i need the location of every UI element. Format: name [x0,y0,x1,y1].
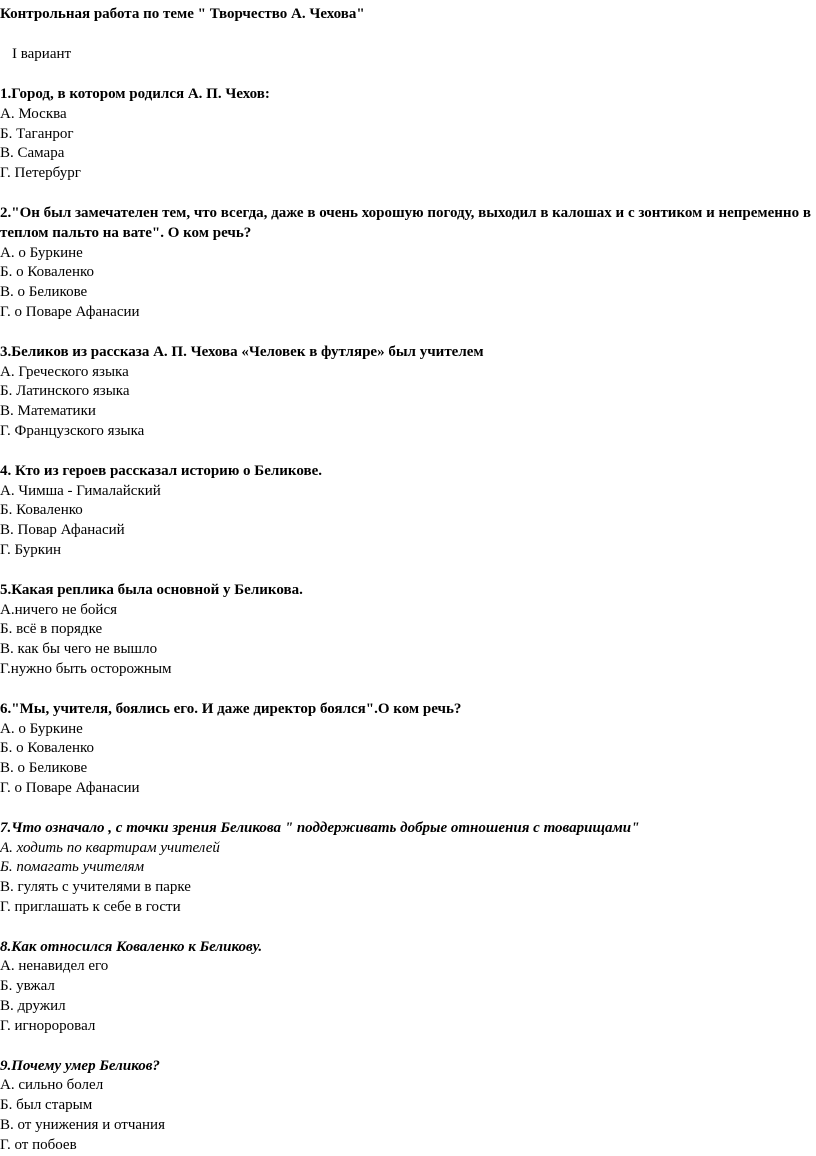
answer-option: Г. о Поваре Афанасии [0,779,140,796]
answer-option: Г. игнороровал [0,1017,96,1034]
answer-option: Б. всё в порядке [0,621,103,638]
question-8 [0,938,816,1037]
answer-option: Б. увжал [0,978,55,995]
answer-option: А. ненавидел его [0,958,109,975]
answer-option: Г. о Поваре Афанасии [0,303,140,320]
answer-option: Б. Таганрог [0,125,74,142]
answer-option: А. ходить по квартирам учителей [0,839,220,856]
question-text: 8.Как относился Коваленко к Беликову. [0,938,263,955]
answer-option: Г. Буркин [0,541,62,558]
question-3 [0,343,816,442]
answer-option: В. как бы чего не вышло [0,641,158,658]
question-5 [0,581,816,680]
answer-option: В. о Беликове [0,760,88,777]
question-6 [0,700,816,799]
answer-option: Б. помагать учителям [0,859,145,876]
question-2 [0,204,816,323]
question-text: 9.Почему умер Беликов? [0,1057,160,1074]
answer-option: Б. о Коваленко [0,264,94,281]
answer-option: А. Москва [0,105,67,122]
answer-option: Б. Коваленко [0,502,83,519]
answer-option: Б. Латинского языка [0,383,130,400]
answer-option: А.ничего не бойся [0,601,118,618]
answer-option: В. гулять с учителями в парке [0,879,191,896]
answer-option: Г. приглашать к себе в гости [0,898,181,915]
answer-option: Г.нужно быть осторожным [0,660,172,677]
answer-option: А. о Буркине [0,720,83,737]
question-4 [0,462,816,561]
answer-option: Б. был старым [0,1097,93,1114]
answer-option: В. Математики [0,403,96,420]
question-text: 6."Мы, учителя, боялись его. И даже директор боялся".О ком речь? [0,700,462,717]
answer-option: А. сильно болел [0,1077,104,1094]
question-text: 5.Какая реплика была основной у Беликова. [0,581,303,598]
answer-option: А. о Буркине [0,244,83,261]
document-content [0,5,816,1156]
question-text: 4. Кто из героев рассказал историю о Беликове. [0,462,322,479]
answer-option: А. Чимша - Гималайский [0,482,161,499]
answer-option: Г. Французского языка [0,422,145,439]
answer-option: В. от унижения и отчания [0,1117,165,1134]
question-text: 7.Что означало , с точки зрения Беликова " поддерживать добрые отношения с товарищами" [0,819,640,836]
answer-option: В. Повар Афанасий [0,522,125,539]
answer-option: Г. от побоев [0,1136,77,1153]
question-1 [0,85,816,184]
answer-option: Б. о Коваленко [0,740,94,757]
question-text: 1.Город, в котором родился А. П. Чехов: [0,86,270,102]
answer-option: Г. Петербург [0,165,81,182]
document-title: Контрольная работа по теме " Творчество А. Чехова" [0,6,365,22]
question-7 [0,819,816,918]
variant-label: I вариант [12,46,72,62]
question-text: 3.Беликов из рассказа А. П. Чехова «Человек в футляре» был учителем [0,343,484,360]
answer-option: В. о Беликове [0,284,88,301]
answer-option: В. Самара [0,145,65,162]
answer-option: В. дружил [0,998,66,1015]
answer-option: А. Греческого языка [0,363,129,380]
question-text: 2."Он был замечателен тем, что всегда, даже в очень хорошую погоду, выходил в калошах и с зонтиком и непременно в теплом пальто на вате". О ком речь? [0,204,811,241]
question-9 [0,1057,816,1156]
